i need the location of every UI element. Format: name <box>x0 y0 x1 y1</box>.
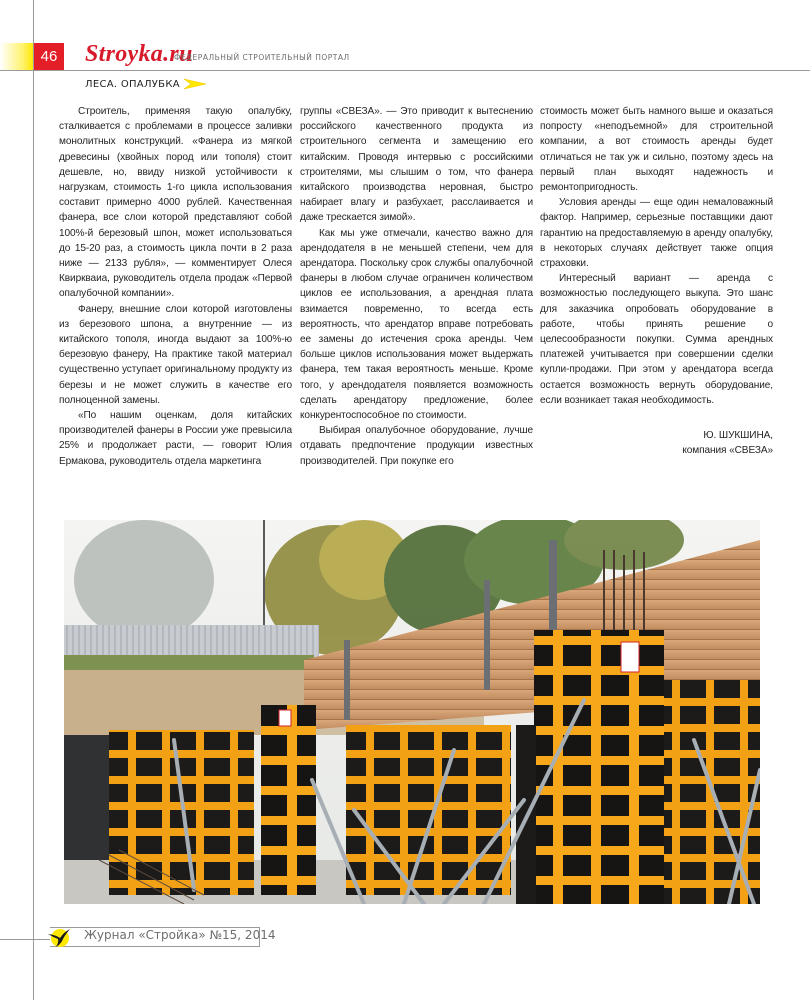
photo-illustration <box>64 520 760 904</box>
paragraph: Выбирая опалубочное оборудование, лучше отдавать предпочтение продукции известных производителей. При покупке его <box>300 425 533 467</box>
paragraph: Как мы уже отмечали, качество важно для арендодателя в не меньшей степени, чем для арендатора. Поскольку срок службы опалубочной фанеры в любом случае ограничен количеством циклов ее использования, а арендная плата взимается повременно, то всегда есть вероятность, что арендатор вправе потребовать ее замены до истечения срока аренды. Чем больше циклов использования может выдержать фанера, тем такая вероятность меньше. Кроме того, у арендодателя появляется возможность сделать арендатору предложение, более конкурентоспособное по стоимости. <box>300 227 533 422</box>
article-column-3 <box>540 104 773 458</box>
page-margin-line <box>33 0 34 1000</box>
paragraph: «По нашим оценкам, доля китайских производителей фанеры в России уже превысила 25% и продолжает расти, — говорит Юлия Ермакова, руководитель отдела маркетинга <box>59 410 292 467</box>
paragraph: Условия аренды — еще один немаловажный фактор. Например, серьезные поставщики дают гарантию на предоставляемую в аренду опалубку, в некоторых случаях действует также опция страховки. <box>540 197 773 270</box>
paragraph: группы «СВЕЗА». — Это приводит к вытеснению российского качественного продукта из строительного сегмента и замещению его китайским. Проводя интервью с российскими строителями, мы слышим о том, что фанера китайского производства неровная, быстро набирает влагу и разбухает, расслаивается и даже трескается зимой». <box>300 106 533 224</box>
formwork-photo <box>64 520 760 904</box>
page-number: 46 <box>34 43 64 70</box>
site-logo[interactable]: Stroyka.ru <box>85 41 193 67</box>
header-yellow-accent <box>0 43 33 70</box>
swallow-icon <box>46 926 72 950</box>
paragraph: стоимость может быть намного выше и оказаться попросту «неподъемной» для строительной компании, а вот стоимость аренды будет отличаться не так уж и сильно, поэтому здесь на первый план выходят надежность и ремонтопригодность. <box>540 106 773 194</box>
section-label: ЛЕСА. ОПАЛУБКА <box>85 78 180 90</box>
arrow-icon <box>183 78 207 90</box>
footer-rule <box>0 939 50 940</box>
author-signature <box>540 428 773 458</box>
header-rule <box>0 70 810 71</box>
author-name: Ю. ШУКШИНА, <box>703 430 773 442</box>
portal-tagline: ФЕДЕРАЛЬНЫЙ СТРОИТЕЛЬНЫЙ ПОРТАЛ <box>174 53 350 62</box>
article-column-2 <box>300 104 533 469</box>
author-company: компания «СВЕЗА» <box>682 445 773 457</box>
paragraph: Интересный вариант — аренда с возможностью последующего выкупа. Это шанс для заказчика опробовать оборудование в работе, чтобы принять решение о целесообразности покупки. Сумма арендных платежей учитывается при совершении сделки купли-продажи. При этом у арендатора всегда остается возможность вернуть оборудование, если возникает такая необходимость. <box>540 273 773 406</box>
journal-issue: Журнал «Стройка» №15, 2014 <box>84 928 276 942</box>
paragraph: Строитель, применяя такую опалубку, сталкивается с проблемами в процессе заливки монолитных конструкций. «Фанера из мягкой древесины (хвойных пород или тополя) стоит дешевле, но, ввиду низкой устойчивости к нагрузкам, стоимость 1-го цикла использования составит примерно 4000 рублей. Качественная фанера, все слои которой представляют собой 100%-й березовый шпон, может использоваться до 15-20 раз, а стоимость цикла почти в 2 раза ниже — 2133 рубля», — комментирует Олеся Квиркваиа, руководитель отдела продаж «Первой опалубочной компании». <box>59 106 292 300</box>
article-column-1 <box>59 104 292 469</box>
section-title <box>85 78 207 90</box>
paragraph: Фанеру, внешние слои которой изготовлены из березового шпона, а внутренние — из китайского тополя, иногда выдают за 100%-ю березовую фанеру, На практике такой материал существенно уступает оригинальному продукту из березы и не может служить в качестве его полноценной замены. <box>59 303 292 406</box>
